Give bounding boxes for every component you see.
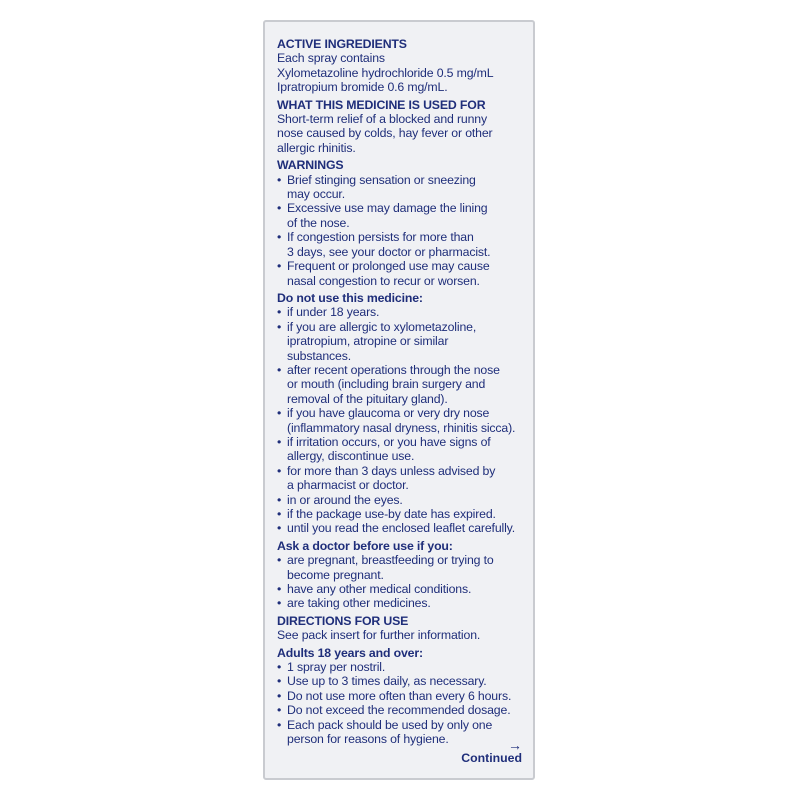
list-item-text: are pregnant, breastfeeding or trying to: [287, 553, 494, 568]
list-item-text: If congestion persists for more than: [287, 230, 474, 245]
bullet-icon: •: [277, 717, 282, 732]
list-item: [277, 507, 529, 521]
used-for-text: [277, 112, 529, 155]
list-item-text: nasal congestion to recur or worsen.: [287, 273, 480, 288]
bullet-icon: •: [277, 688, 282, 703]
list-item-text: for more than 3 days unless advised by: [287, 463, 496, 478]
section-heading-active-ingredients: ACTIVE INGREDIENTS: [277, 37, 407, 51]
bullet-icon: •: [277, 492, 282, 507]
list-item-text: if you have glaucoma or very dry nose: [287, 406, 490, 421]
list-item-text: in or around the eyes.: [287, 492, 403, 507]
text-line: Short-term relief of a blocked and runny: [277, 112, 487, 127]
warnings-list: [277, 173, 529, 288]
bullet-icon: •: [277, 553, 282, 568]
text-line: Each spray contains: [277, 51, 385, 66]
list-item: [277, 320, 529, 363]
list-item: [277, 493, 529, 507]
list-item-text: allergy, discontinue use.: [287, 449, 415, 464]
list-item: [277, 689, 529, 703]
list-item: [277, 703, 529, 717]
list-item: [277, 582, 529, 596]
list-item-text: if under 18 years.: [287, 305, 380, 320]
list-item: [277, 553, 529, 582]
list-item-text: Do not use more often than every 6 hours.: [287, 688, 512, 703]
bullet-icon: •: [277, 434, 282, 449]
list-item: [277, 305, 529, 319]
bullet-icon: •: [277, 201, 282, 216]
list-item-text: substances.: [287, 348, 351, 363]
bullet-icon: •: [277, 362, 282, 377]
text-line: See pack insert for further information.: [277, 628, 481, 643]
text-line: Xylometazoline hydrochloride 0.5 mg/mL: [277, 65, 494, 80]
bullet-icon: •: [277, 674, 282, 689]
ask-doctor-list: [277, 553, 529, 611]
list-item-text: Excessive use may damage the lining: [287, 201, 488, 216]
list-item: [277, 674, 529, 688]
list-item-text: 1 spray per nostril.: [287, 660, 386, 675]
bullet-icon: •: [277, 259, 282, 274]
list-item: [277, 173, 529, 202]
list-item: [277, 230, 529, 259]
bullet-icon: •: [277, 596, 282, 611]
bullet-icon: •: [277, 521, 282, 536]
list-item-text: (inflammatory nasal dryness, rhinitis sicca).: [287, 420, 516, 435]
bullet-icon: •: [277, 319, 282, 334]
directions-text: [277, 628, 529, 642]
active-ingredients-text: [277, 51, 529, 94]
medicine-label-panel: [263, 20, 535, 780]
label-content: [277, 37, 529, 747]
bullet-icon: •: [277, 463, 282, 478]
list-item-text: if you are allergic to xylometazoline,: [287, 319, 477, 334]
list-item-text: or mouth (including brain surgery and: [287, 377, 486, 392]
list-item: [277, 464, 529, 493]
list-item-text: removal of the pituitary gland).: [287, 391, 448, 406]
text-line: Ipratropium bromide 0.6 mg/mL.: [277, 80, 448, 95]
text-line: nose caused by colds, hay fever or other: [277, 126, 493, 141]
list-item: [277, 406, 529, 435]
list-item-text: person for reasons of hygiene.: [287, 732, 449, 747]
bullet-icon: •: [277, 172, 282, 187]
list-item-text: Do not exceed the recommended dosage.: [287, 703, 511, 718]
bullet-icon: •: [277, 582, 282, 597]
adults-dosage-list: [277, 660, 529, 746]
list-item-text: Frequent or prolonged use may cause: [287, 259, 490, 274]
continued-label: Continued: [461, 751, 522, 765]
list-item-text: Brief stinging sensation or sneezing: [287, 172, 476, 187]
list-item: [277, 363, 529, 406]
section-heading-do-not-use: Do not use this medicine:: [277, 290, 423, 305]
bullet-icon: •: [277, 406, 282, 421]
list-item-text: a pharmacist or doctor.: [287, 478, 409, 493]
list-item-text: 3 days, see your doctor or pharmacist.: [287, 244, 491, 259]
list-item: [277, 660, 529, 674]
list-item: [277, 435, 529, 464]
bullet-icon: •: [277, 305, 282, 320]
list-item-text: ipratropium, atropine or similar: [287, 334, 449, 349]
list-item-text: after recent operations through the nose: [287, 362, 500, 377]
list-item: [277, 201, 529, 230]
section-heading-directions: DIRECTIONS FOR USE: [277, 613, 409, 628]
do-not-use-list: [277, 305, 529, 536]
section-heading-used-for: WHAT THIS MEDICINE IS USED FOR: [277, 97, 486, 112]
bullet-icon: •: [277, 230, 282, 245]
bullet-icon: •: [277, 507, 282, 521]
list-item-text: Use up to 3 times daily, as necessary.: [287, 674, 487, 689]
list-item-text: of the nose.: [287, 215, 350, 230]
section-heading-adults: Adults 18 years and over:: [277, 645, 423, 660]
list-item-text: have any other medical conditions.: [287, 582, 472, 597]
list-item-text: until you read the enclosed leaflet carefully.: [287, 521, 516, 536]
list-item-text: may occur.: [287, 187, 345, 202]
list-item: [277, 521, 529, 535]
list-item-text: are taking other medicines.: [287, 596, 431, 611]
section-heading-ask-doctor: Ask a doctor before use if you:: [277, 538, 453, 553]
arrow-right-icon: →: [508, 737, 522, 753]
continued-indicator: [461, 739, 522, 765]
list-item: [277, 596, 529, 610]
bullet-icon: •: [277, 660, 282, 675]
list-item: [277, 259, 529, 288]
list-item-text: if irritation occurs, or you have signs of: [287, 434, 491, 449]
list-item-text: Each pack should be used by only one: [287, 717, 493, 732]
list-item-text: become pregnant.: [287, 567, 384, 582]
text-line: allergic rhinitis.: [277, 140, 356, 155]
bullet-icon: •: [277, 703, 282, 718]
section-heading-warnings: WARNINGS: [277, 158, 344, 173]
list-item-text: if the package use-by date has expired.: [287, 507, 496, 521]
